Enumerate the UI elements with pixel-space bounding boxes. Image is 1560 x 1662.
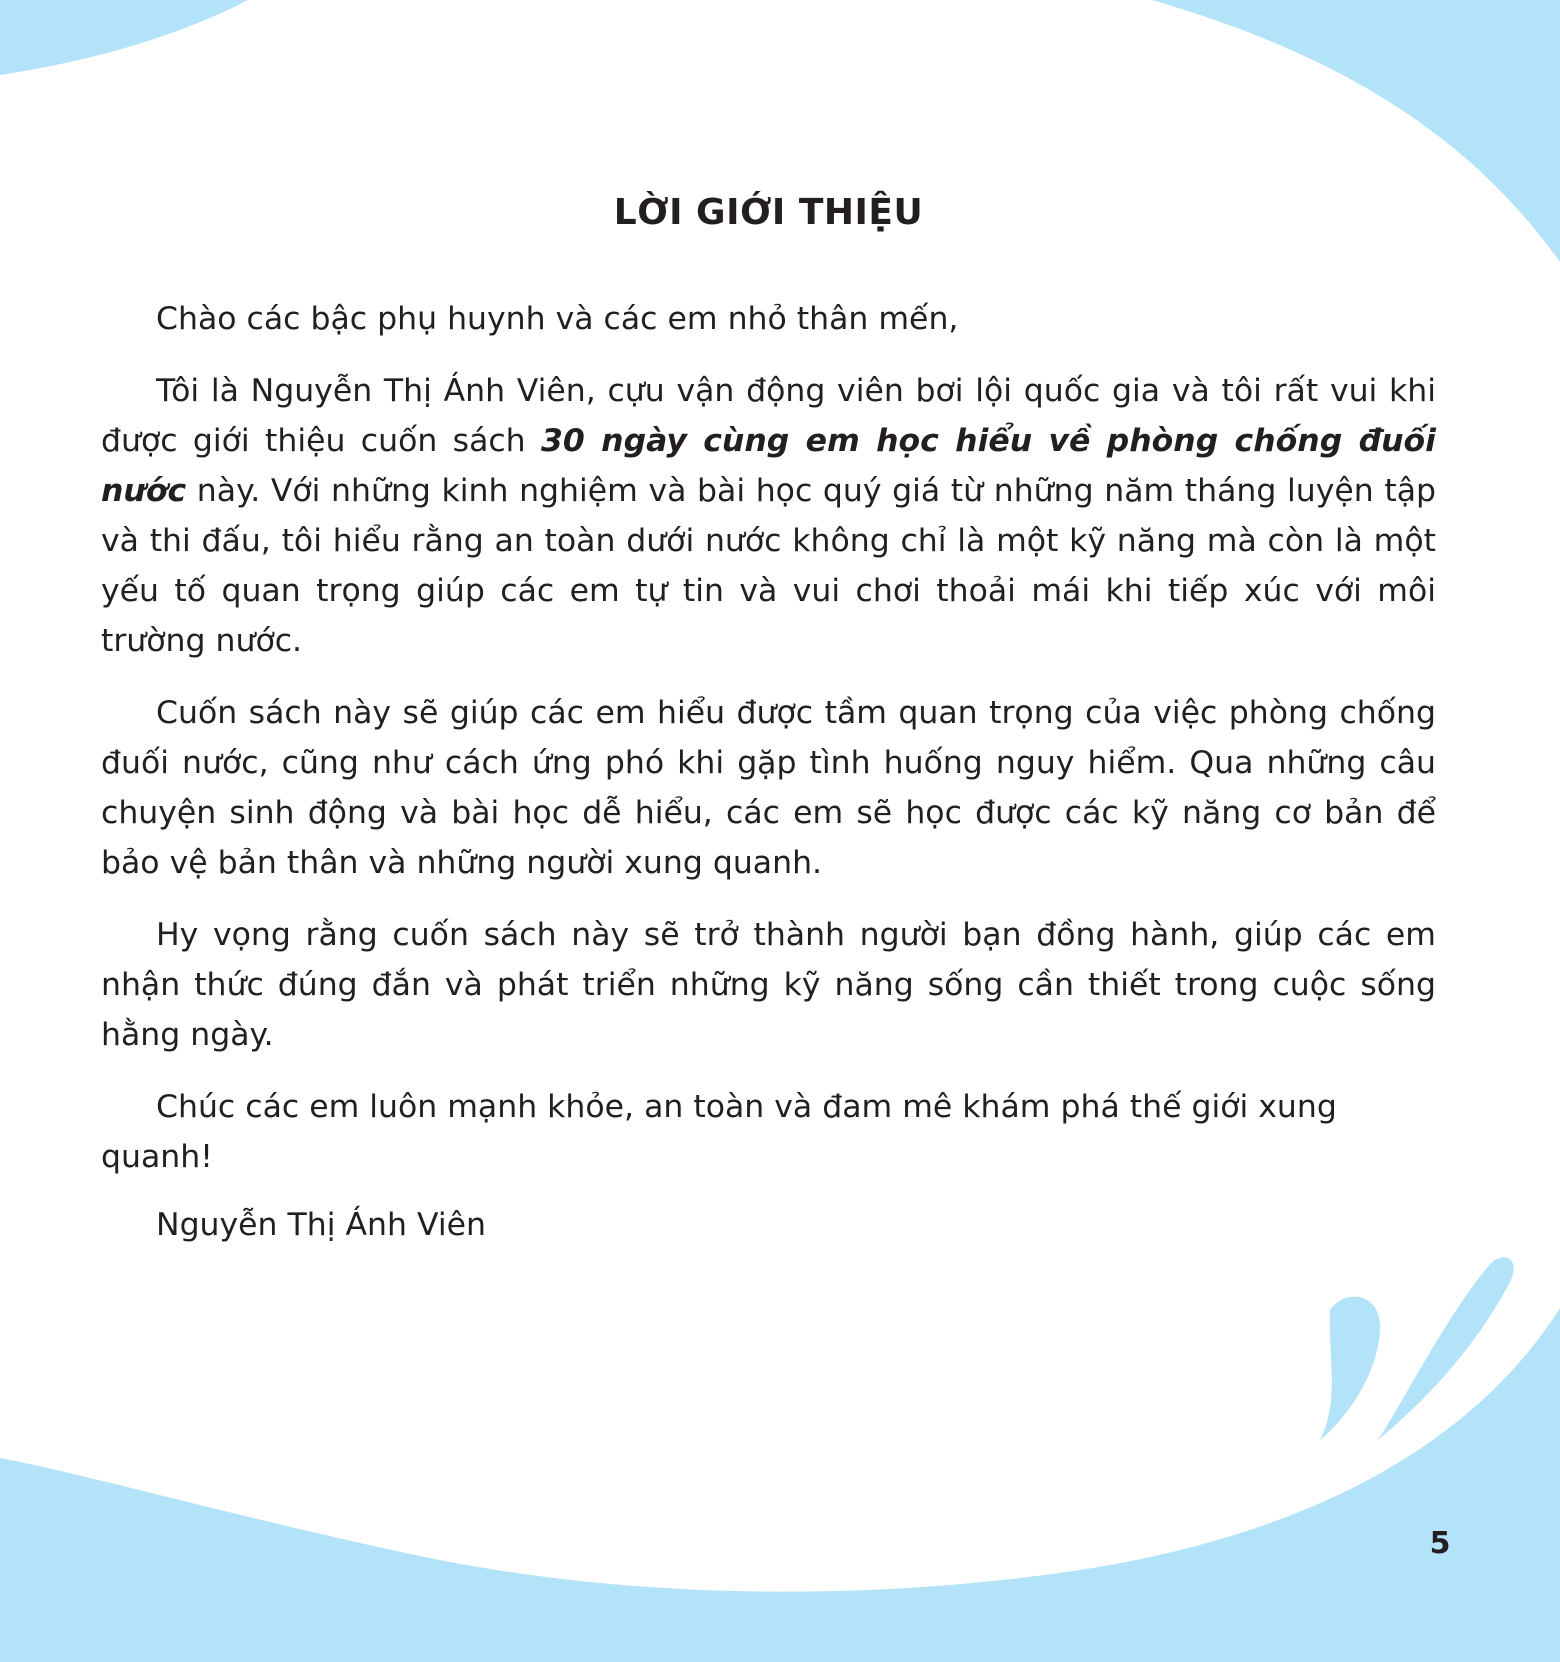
page-title: LỜI GIỚI THIỆU (613, 192, 924, 233)
greeting-paragraph: Chào các bậc phụ huynh và các em nhỏ thân mến, (156, 301, 959, 337)
intro-paragraph (101, 366, 1436, 666)
body-text (101, 294, 1436, 1272)
intro-text-after: này. Với những kinh nghiệm và bài học quý giá từ những năm tháng luyện tập và thi đấu, tôi hiểu rằng an toàn dưới nước không chỉ là một kỹ năng mà còn là một yếu tố quan trọng giúp các em tự tin và vui chơi thoải mái khi tiếp xúc với môi trường nước. (101, 473, 1436, 659)
hope-paragraph: Hy vọng rằng cuốn sách này sẽ trở thành người bạn đồng hành, giúp các em nhận thức đúng đắn và phát triển những kỹ năng sống cần thiết trong cuộc sống hằng ngày. (101, 917, 1436, 1053)
page-number: 5 (1429, 1526, 1451, 1561)
book-title: 30 ngày cùng em học hiểu về phòng chống đuối nước (101, 423, 1436, 509)
closing-paragraph: Chúc các em luôn mạnh khỏe, an toàn và đam mê khám phá thế giới xung quanh! (101, 1089, 1337, 1175)
intro-text-before: Tôi là Nguyễn Thị Ánh Viên, cựu vận động viên bơi lội quốc gia và tôi rất vui khi được giới thiệu cuốn sách (101, 373, 1436, 459)
splash-drop-left (1320, 1297, 1380, 1440)
purpose-paragraph: Cuốn sách này sẽ giúp các em hiểu được tầm quan trọng của việc phòng chống đuối nước, cũng như cách ứng phó khi gặp tình huống nguy hiểm. Qua những câu chuyện sinh động và bài học dễ hiểu, các em sẽ học được các kỹ năng cơ bản để bảo vệ bản thân và những người xung quanh. (101, 695, 1436, 881)
author-signature: Nguyễn Thị Ánh Viên (156, 1207, 486, 1243)
bottom-wave (0, 1308, 1560, 1662)
top-left-wave (0, 0, 248, 75)
